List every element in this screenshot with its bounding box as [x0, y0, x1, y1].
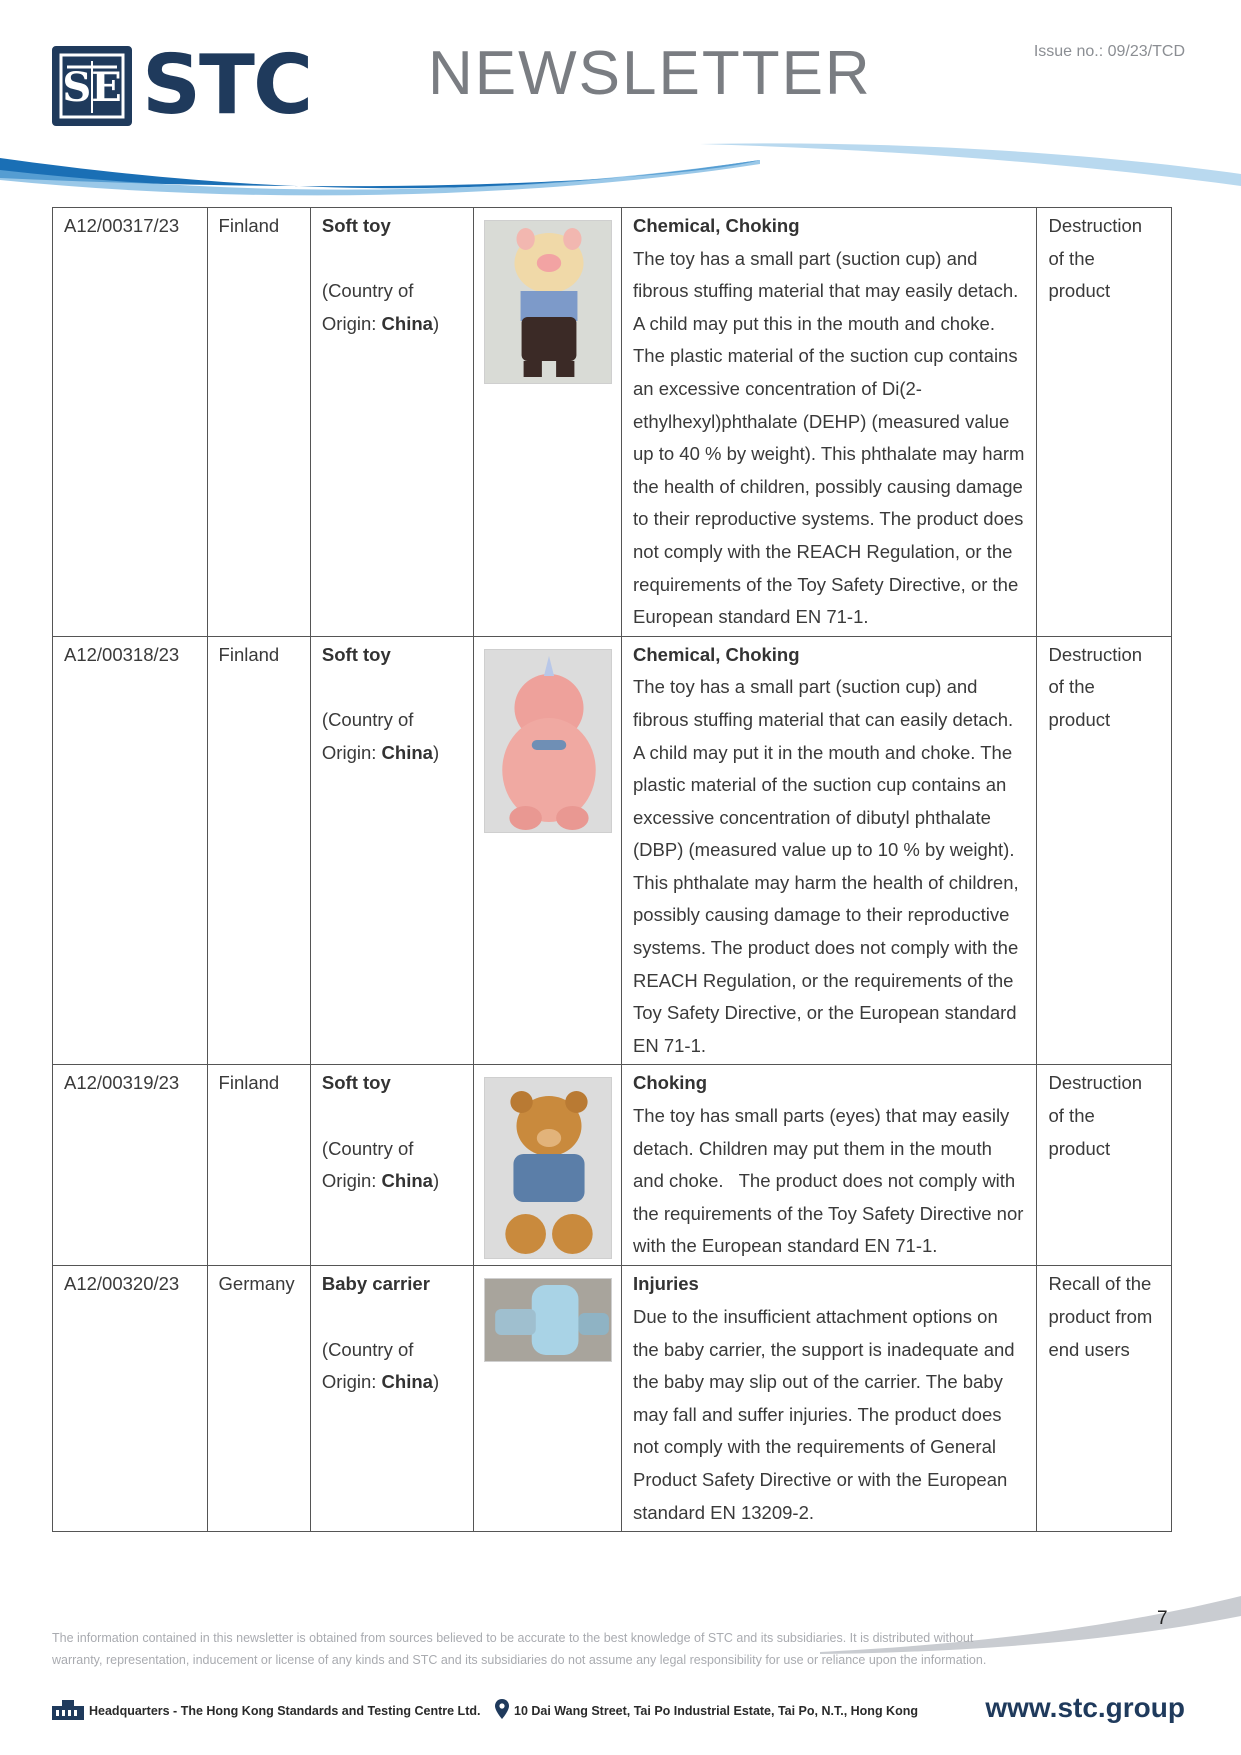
notifying-country: Finland [207, 636, 310, 1065]
origin-prefix: (Country of Origin: [321, 708, 414, 763]
disclaimer-text: The information contained in this newsletter is obtained from sources believed to be accurate to the best knowledge of STC and its subsidiaries. It is distributed without warranty, representation, inducement or license of any kinds and STC and its subsidiaries do not assume any legal responsibility for use or reliance upon the information. [52, 1631, 987, 1667]
teddy-bear-soft-toy-photo [484, 1077, 612, 1259]
origin-country: China [381, 312, 433, 334]
country-of-origin [322, 275, 464, 340]
product-name: Soft toy [321, 215, 391, 236]
address-text: 10 Dai Wang Street, Tai Po Industrial Estate, Tai Po, N.T., Hong Kong [514, 1704, 918, 1718]
measures-taken: Recall of the product from end users [1037, 1266, 1172, 1532]
risk-type: Choking [633, 1072, 707, 1094]
country-of-origin [322, 704, 464, 769]
recall-notifications-table [52, 207, 1172, 1532]
header-swoosh-decoration [0, 140, 1241, 200]
building-icon [50, 1698, 86, 1720]
location-pin-icon [495, 1699, 509, 1719]
risk-description: The toy has a small part (suction cup) and fibrous stuffing material that can easily detach. A child may put it in the mouth and choke. The plastic material of the suction cup contains an excessive concentration of dibutyl phthalate (DBP) (measured value up to 10 % by weight). This phthalate may harm the health of children, possibly causing damage to their reproductive systems. The product does not comply with the REACH Regulation, or the requirements of the Toy Safety Directive, or the European standard EN 71-1. [633, 676, 1019, 1056]
product-cell [310, 1065, 474, 1266]
risk-description: Due to the insufficient attachment options on the baby carrier, the support is inadequate and the baby may slip out of the carrier. The baby may fall and suffer injuries. The product does not comply with the requirements of General Product Safety Directive or with the European standard EN 13209-2. [633, 1306, 1015, 1523]
risk-type: Chemical, Choking [633, 215, 800, 236]
risk-description: The toy has a small part (suction cup) and fibrous stuffing material that may easily detach. A child may put this in the mouth and choke. The plastic material of the suction cup contains an excessive concentration of Di(2-ethylhexyl)phthalate (DEHP) (measured value up to 40 % by weight). This phthalate may harm the health of children, possibly causing damage to their reproductive systems. The product does not comply with the REACH Regulation, or the requirements of the Toy Safety Directive, or the European standard EN 71-1. [633, 247, 1025, 628]
baby-carrier-photo [484, 1278, 612, 1362]
product-image-cell [474, 1266, 622, 1532]
measures-taken: Destruction of the product [1037, 1065, 1172, 1266]
pig-soft-toy-photo [484, 220, 612, 384]
stc-logo [52, 38, 312, 133]
risk-description: The toy has small parts (eyes) that may easily detach. Children may put them in the mouth and choke. The product does not comply with the requirements of the Toy Safety Directive nor with the European standard EN 71-1. [633, 1105, 1024, 1257]
reference-number: A12/00318/23 [53, 636, 208, 1065]
origin-suffix: ) [432, 1371, 440, 1393]
risk-cell [622, 1266, 1037, 1532]
newsletter-title: NEWSLETTER [428, 39, 872, 108]
product-image-cell [474, 1065, 622, 1266]
origin-prefix: (Country of Origin: [321, 280, 414, 334]
headquarters-text: Headquarters - The Hong Kong Standards and Testing Centre Ltd. [89, 1704, 481, 1718]
table-row [53, 1266, 1172, 1532]
risk-type: Chemical, Choking [633, 643, 800, 665]
issue-number: Issue no.: 09/23/TCD [1033, 43, 1185, 60]
logo-wordmark: STC [142, 38, 312, 133]
risk-cell [622, 636, 1037, 1065]
origin-country: China [381, 741, 433, 763]
product-image-cell [474, 208, 622, 637]
origin-country: China [381, 1371, 433, 1393]
measures-taken: Destruction of the product [1037, 636, 1172, 1065]
product-name: Baby carrier [321, 1273, 430, 1295]
table-row [53, 636, 1172, 1065]
notifying-country: Finland [207, 208, 310, 637]
table-row [53, 1065, 1172, 1266]
country-of-origin [322, 1133, 464, 1198]
origin-country: China [381, 1170, 433, 1192]
product-cell [310, 1266, 474, 1532]
product-image-cell [474, 636, 622, 1065]
reference-number: A12/00319/23 [53, 1065, 208, 1266]
table-row [53, 208, 1172, 637]
page-number: 7 [1157, 1608, 1168, 1629]
origin-suffix: ) [432, 741, 440, 763]
origin-suffix: ) [432, 312, 440, 334]
svg-text:SE: SE [62, 64, 122, 111]
product-name: Soft toy [321, 643, 391, 665]
measures-taken: Destruction of the product [1037, 208, 1172, 637]
country-of-origin [322, 1334, 464, 1399]
reference-number: A12/00317/23 [53, 208, 208, 637]
stc-logo-mark-icon [52, 46, 132, 126]
risk-cell [622, 208, 1037, 637]
product-cell [310, 636, 474, 1065]
risk-cell [622, 1065, 1037, 1266]
origin-prefix: (Country of Origin: [321, 1338, 414, 1393]
product-name: Soft toy [321, 1072, 391, 1094]
risk-type: Injuries [633, 1273, 699, 1295]
reference-number: A12/00320/23 [53, 1266, 208, 1532]
notifying-country: Germany [207, 1266, 310, 1532]
website-link[interactable]: www.stc.group [985, 1692, 1185, 1723]
notifying-country: Finland [207, 1065, 310, 1266]
pink-unicorn-pig-soft-toy-photo [484, 649, 612, 833]
origin-prefix: (Country of Origin: [321, 1137, 414, 1192]
product-cell [310, 208, 474, 637]
origin-suffix: ) [432, 1170, 440, 1192]
